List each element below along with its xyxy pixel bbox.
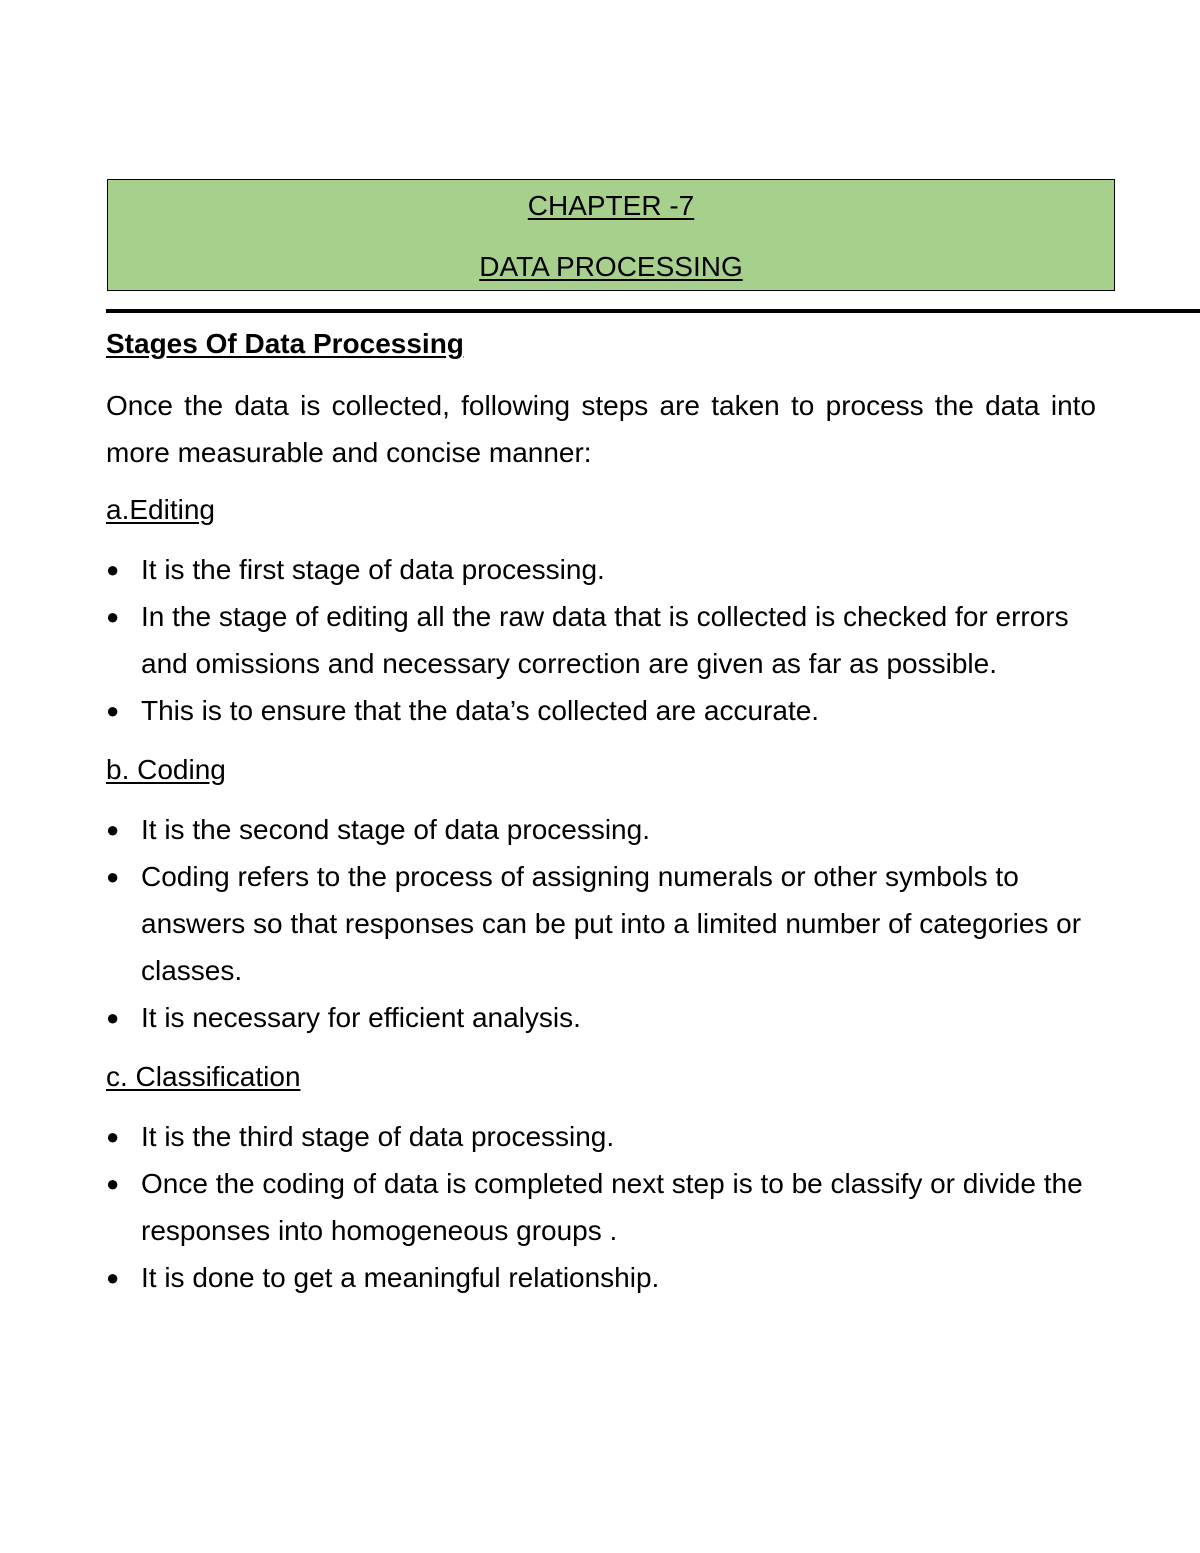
bullet-icon: ● [106, 698, 120, 723]
list-item: ● In the stage of editing all the raw data that is collected is checked for errors and omissions and necessary correction are given as far as possible. [106, 593, 1096, 687]
bullet-icon: ● [106, 1171, 120, 1196]
stage-heading-editing: a.Editing [106, 494, 215, 525]
stage-list-editing [106, 546, 1096, 734]
section-heading: Stages Of Data Processing [106, 328, 464, 359]
bullet-icon: ● [106, 817, 120, 842]
chapter-number: CHAPTER -7 [527, 190, 695, 221]
horizontal-rule [106, 309, 1200, 313]
stage-list-coding [106, 806, 1096, 1041]
bullet-icon: ● [106, 1124, 120, 1149]
list-item: ● It is the third stage of data processing. [106, 1113, 1096, 1160]
stage-heading-coding: b. Coding [106, 754, 226, 785]
bullet-icon: ● [106, 604, 120, 629]
list-item: ● It is done to get a meaningful relationship. [106, 1254, 1096, 1301]
list-item: ● It is the second stage of data processing. [106, 806, 1096, 853]
list-item: ● Once the coding of data is completed next step is to be classify or divide the responses into homogeneous groups . [106, 1160, 1096, 1254]
list-item: ● Coding refers to the process of assigning numerals or other symbols to answers so that responses can be put into a limited number of categories or classes. [106, 853, 1096, 994]
intro-paragraph: Once the data is collected, following steps are taken to process the data into more measurable and concise manner: [106, 390, 1096, 468]
list-item: ● It is necessary for efficient analysis. [106, 994, 1096, 1041]
bullet-icon: ● [106, 557, 120, 582]
bullet-icon: ● [106, 864, 120, 889]
stage-heading-classification: c. Classification [106, 1061, 301, 1092]
stage-list-classification [106, 1113, 1096, 1301]
bullet-icon: ● [106, 1265, 120, 1290]
bullet-icon: ● [106, 1005, 120, 1030]
list-item: ● It is the first stage of data processing. [106, 546, 1096, 593]
chapter-title-box [107, 179, 1115, 291]
list-item: ● This is to ensure that the data’s collected are accurate. [106, 687, 1096, 734]
document-body [106, 324, 1096, 1317]
chapter-title: DATA PROCESSING [479, 251, 743, 282]
